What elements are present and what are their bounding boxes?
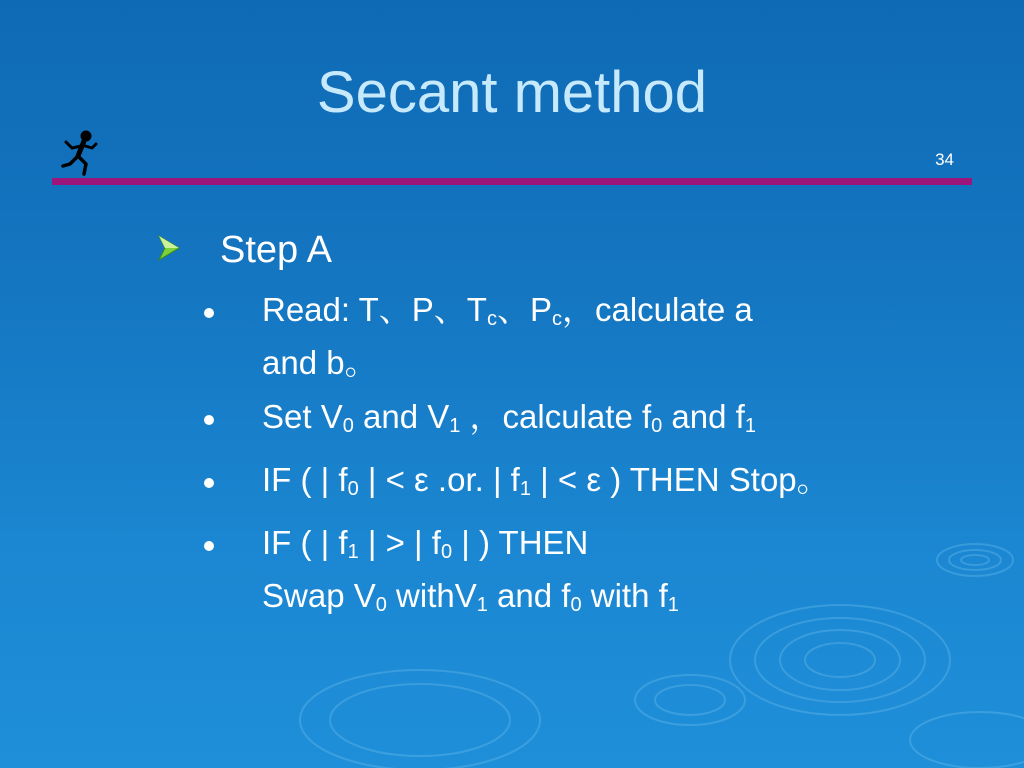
running-man-icon xyxy=(60,128,98,178)
bullet-read-line2: and b。 xyxy=(262,344,378,381)
dot-bullet-icon xyxy=(204,308,214,318)
bullet-read xyxy=(150,288,970,385)
slide-title: Secant method xyxy=(316,60,708,125)
bullet-set-line: Set $V_0$ and $V_1$ ，calculate $f_0$ and $f_1$ xyxy=(262,398,756,437)
bullet-if-swap-line2: Swap $V_0$ withV$_1$ and $f_0$ with $f_1$ xyxy=(262,577,679,616)
bullet-if-swap xyxy=(150,521,970,627)
step-heading: Step A xyxy=(220,229,332,271)
bullet-if-stop-line: IF ( | $f_0$ | < ε .or. | $f_1$ | < ε ) THEN Stop。 xyxy=(262,461,830,500)
slide-content xyxy=(150,228,970,627)
title-divider xyxy=(52,178,972,185)
bullet-if-stop xyxy=(150,458,970,511)
bullet-set xyxy=(150,395,970,448)
dot-bullet-icon xyxy=(204,478,214,488)
arrow-bullet-icon xyxy=(156,234,182,262)
page-number: 34 xyxy=(935,150,954,169)
dot-bullet-icon xyxy=(204,415,214,425)
step-heading-item xyxy=(150,228,970,278)
dot-bullet-icon xyxy=(204,541,214,551)
bullet-read-line1: Read: T、P、$T_c$、$P_c$，calculate a xyxy=(262,291,753,330)
bullet-if-swap-line1: IF ( | $f_1$ | > | $f_0$ | ) THEN xyxy=(262,524,589,563)
